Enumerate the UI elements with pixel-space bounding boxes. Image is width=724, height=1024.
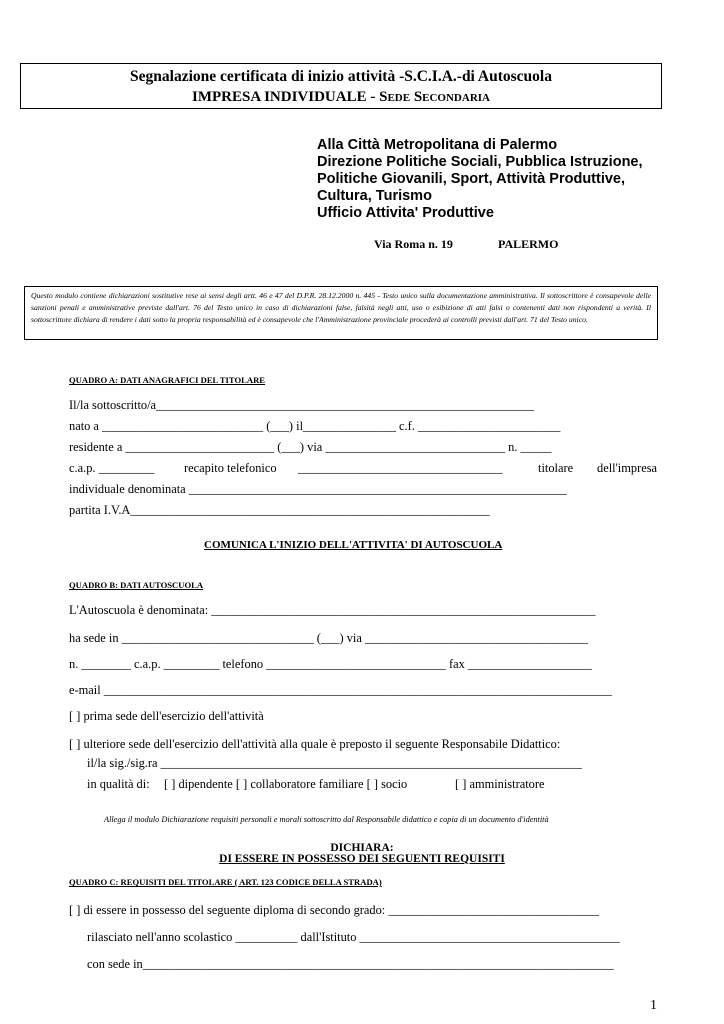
label-recapito: recapito telefonico	[184, 461, 277, 475]
form-title: Segnalazione certificata di inizio attività -S.C.I.A.-di Autoscuola	[130, 68, 552, 85]
title-box	[20, 63, 662, 109]
checkbox-amministratore[interactable]: [ ] amministratore	[455, 777, 545, 791]
field-anno-istituto[interactable]: rilasciato nell'anno scolastico __________ dall'Istituto __________________________________________	[87, 930, 620, 944]
field-autoscuola-denominata[interactable]: L'Autoscuola è denominata: ______________________________________________________________	[69, 603, 596, 617]
field-telefono[interactable]: _________________________________	[298, 461, 503, 475]
field-partita-iva[interactable]: partita I.V.A__________________________________________________________	[69, 503, 490, 517]
legal-notice-text: Questo modulo contiene dichiarazioni sostitutive rese ai sensi degli artt. 46 e 47 del D.P.R. 28.12.2000 n. 445 - Testo unico sulla documentazione amministrativa. Il sottoscrittore è consapevole delle sanzioni penali e amministrative previste dall'art. 76 del Testo unico in caso di dichiarazioni false, falsità negli atti, uso o esibizione di atti falsi o contenenti dati non rispondenti a verità. Il sottoscrittore dichiara di rendere i dati sotto la propria responsabilità ed è consapevole che l'Amministrazione provinciale procederà ai controlli previsti dall'art. 71 del Testo unico.	[31, 291, 651, 325]
label-titolare: titolare	[538, 461, 574, 475]
checkbox-prima-sede[interactable]: [ ] prima sede dell'esercizio dell'attività	[69, 709, 264, 723]
subtitle-main: IMPRESA INDIVIDUALE -	[191, 89, 380, 105]
recipient-line-5: Ufficio Attivita' Produttive	[317, 205, 494, 221]
field-numero-cap-telefono-fax[interactable]: n. ________ c.a.p. _________ telefono _____________________________ fax ____________________	[69, 657, 592, 671]
form-subtitle	[21, 89, 661, 106]
field-sede-istituto[interactable]: con sede in____________________________________________________________________________	[87, 957, 614, 971]
checkbox-group-ruolo[interactable]: [ ] dipendente [ ] collaboratore familiare [ ] socio	[164, 777, 408, 791]
recipient-line-2: Direzione Politiche Sociali, Pubblica Istruzione,	[317, 154, 643, 170]
subtitle-econdaria: ECONDARIA	[422, 92, 490, 104]
dichiara-subheading-text: DI ESSERE IN POSSESSO DEI SEGUENTI REQUISITI	[219, 853, 505, 865]
legal-notice-box	[24, 286, 658, 340]
quadro-b-header: QUADRO B: DATI AUTOSCUOLA	[69, 580, 204, 590]
comunica-heading: COMUNICA L'INIZIO DELL'ATTIVITA' DI AUTOSCUOLA	[204, 539, 503, 551]
subtitle-s: S	[379, 89, 388, 105]
field-sede[interactable]: ha sede in _______________________________ (___) via ____________________________________	[69, 631, 588, 645]
field-email[interactable]: e-mail __________________________________________________________________________________	[69, 683, 612, 697]
quadro-c-header: QUADRO C: REQUISITI DEL TITOLARE ( ART. 123 CODICE DELLA STRADA)	[69, 877, 382, 887]
field-residente[interactable]: residente a ________________________ (___) via _____________________________ n. _____	[69, 440, 552, 454]
dichiara-heading: DICHIARA:	[330, 842, 394, 854]
label-qualita: in qualità di:	[87, 777, 150, 791]
field-responsabile-didattico[interactable]: il/la sig./sig.ra ____________________________________________________________________	[87, 756, 582, 770]
field-sottoscritto[interactable]: Il/la sottoscritto/a_____________________________________________________________	[69, 398, 534, 412]
quadro-a-header: QUADRO A: DATI ANAGRAFICI DEL TITOLARE	[69, 375, 266, 385]
page-number: 1	[650, 998, 657, 1013]
field-cap[interactable]: c.a.p. _________	[69, 461, 155, 475]
field-denominata[interactable]: individuale denominata _____________________________________________________________	[69, 482, 567, 496]
checkbox-ulteriore-sede[interactable]: [ ] ulteriore sede dell'esercizio dell'attività alla quale è preposto il seguente Responsabile Didattico:	[69, 737, 561, 751]
subtitle-ede: EDE	[387, 92, 411, 104]
recipient-line-4: Cultura, Turismo	[317, 188, 432, 204]
checkbox-diploma[interactable]: [ ] di essere in possesso del seguente diploma di secondo grado: __________________________________	[69, 903, 599, 917]
label-impresa: dell'impresa	[597, 461, 658, 475]
allega-note: Allega il modulo Dichiarazione requisiti personali e morali sottoscritto dal Responsabile didattico e copia di un documento d'identità	[104, 815, 549, 824]
subtitle-s2: S	[413, 89, 423, 105]
recipient-city: PALERMO	[498, 237, 559, 251]
recipient-street: Via Roma n. 19	[374, 237, 453, 251]
field-nato[interactable]: nato a __________________________ (___) il_______________ c.f. _______________________	[69, 419, 561, 433]
recipient-line-1: Alla Città Metropolitana di Palermo	[317, 137, 558, 153]
dichiara-subheading	[0, 853, 724, 865]
recipient-line-3: Politiche Giovanili, Sport, Attività Produttive,	[317, 171, 626, 187]
